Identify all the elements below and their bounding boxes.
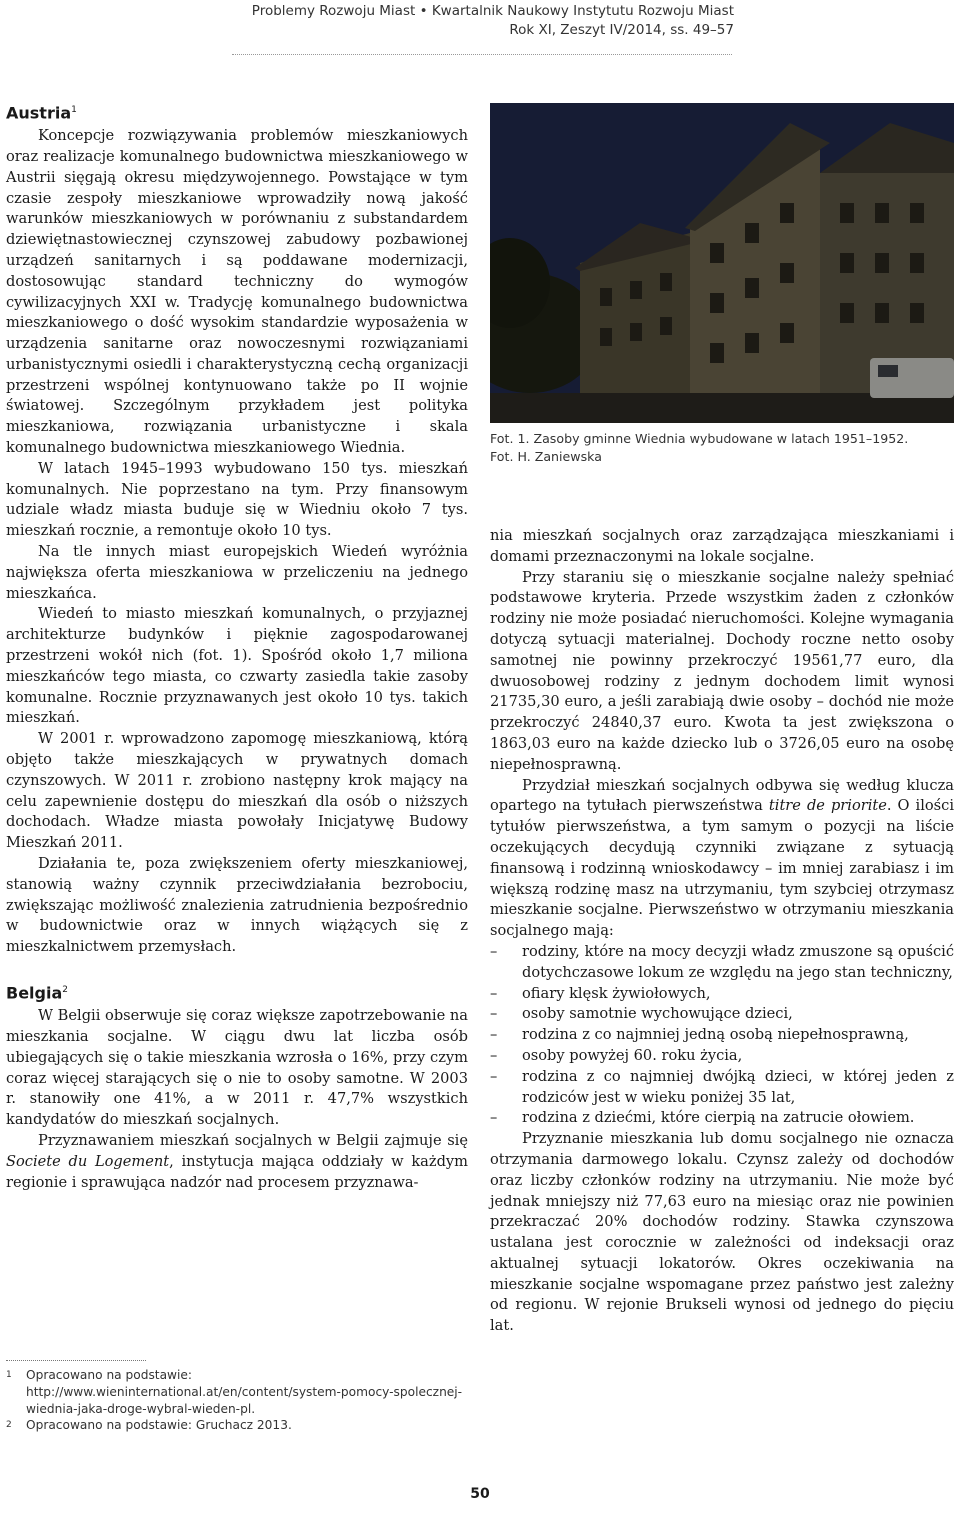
footnote-ref-2: 2: [62, 985, 68, 995]
list-item: – ofiary klęsk żywiołowych,: [490, 984, 954, 1005]
austria-paragraph-6: Działania te, poza zwiększeniem oferty mieszkaniowej, stanowią ważny czynnik przeciwdziałania bezrobociu, zwiększając możliwość znalezienia zatrudnienia bezpośrednio w budownictwie oraz w innych wiążących się z mieszkalnictwem przemysłach.: [6, 855, 468, 956]
page-number: 50: [470, 1486, 490, 1502]
list-item: – osoby powyżej 60. roku życia,: [490, 1046, 954, 1067]
criteria-paragraph: Przy staraniu się o mieszkanie socjalne należy spełniać podstawowe kryteria. Przede wszystkim żaden z członków rodziny nie może posiadać nieruchomości. Kolejne wymagania dotyczą sytuacji materialnej. Dochody roczne netto osoby samotnej nie powinny przekroczyć 19561,77 euro, dla dwuosobowej rodziny z jednym dochodem limit wynosi 21735,30 euro, a jeśli zarabiają dwie osoby – dochód nie może przekroczyć 24840,37 euro. Kwota ta jest zwiększona o 1863,03 euro na każde dziecko lub o 3726,05 euro na osobę niepełnosprawną.: [490, 568, 954, 773]
austria-paragraph-4: Wiedeń to miasto mieszkań komunalnych, o przyjaznej architekturze budynków i pięknie zagospodarowanej przestrzeni wokół nich (fot. 1). Spośród około 1,7 miliona mieszkańców tego miasta, co czwarty zasiedla takie zasoby komunalne. Rocznie przyznawanych jest około 10 tys. takich mieszkań.: [6, 605, 468, 727]
allocation-paragraph: Przydział mieszkań socjalnych odbywa się według klucza opartego na tytułach pierwszeństwa titre de priorite. O ilości tytułów pierwszeństwa, a tym samym o pozycji na liście oczekujących decydują czynniki związane z sytuacją finansową i rodzinną wnioskodawcy – im mniej zarabiasz i im większą rodzinę masz na utrzymaniu, tym szybciej otrzymasz mieszkanie socjalne. Pierwszeństwo w otrzymaniu mieszkania socjalnego mają:: [490, 776, 954, 940]
caption-title: Fot. 1. Zasoby gminne Wiednia wybudowane w latach 1951–1952.: [490, 431, 909, 446]
footnote-ref-1: 1: [71, 105, 77, 115]
header-divider: [232, 54, 732, 55]
photo-caption: [490, 430, 960, 466]
section-heading-belgia: Belgia$^2$: [6, 983, 68, 1003]
belgia-paragraph-2: Przyznawaniem mieszkań socjalnych w Belgii zajmuje się Societe du Logement, instytucja mająca oddziały w każdym regionie i sprawująca nadzór nad procesem przyznawa-: [6, 1131, 468, 1191]
photo-vienna-housing: [490, 103, 954, 423]
caption-credit: Fot. H. Zaniewska: [490, 449, 602, 464]
austria-paragraph-5: W 2001 r. wprowadzono zapomogę mieszkaniową, którą objęto także mieszkających w prywatnych domach czynszowych. W 2011 r. zrobiono następny krok mający na celu zapewnienie dostępu do mieszkań dla osób o niższych dochodach. Władze miasta powołały Inicjatywę Budowy Mieszkań 2011.: [6, 730, 468, 852]
journal-issue: Rok XI, Zeszyt IV/2014, ss. 49–57: [509, 22, 734, 38]
footnote-divider: [6, 1360, 146, 1361]
rent-paragraph: Przyznanie mieszkania lub domu socjalnego nie oznacza otrzymania darmowego lokalu. Czynsz zależy od dochodów oraz liczby członków rodziny na utrzymaniu. Nie może być jednak mniejszy niż 77,63 euro na miesiąc oraz nie powinien przekraczać 20% dochodów rodziny. Stawka czynszowa ustalana jest corocznie w zależności od indeksacji oraz aktualnej sytuacji lokatorów. Okres oczekiwania na mieszkanie socjalne wspomagane przez państwo jest zależny od regionu. W rejonie Brukseli wynosi od jednego do pięciu lat.: [490, 1130, 954, 1335]
list-item: – rodzina z co najmniej jedną osobą niepełnosprawną,: [490, 1025, 954, 1046]
left-column: [6, 100, 468, 1193]
austria-paragraph-2: W latach 1945–1993 wybudowano 150 tys. mieszkań komunalnych. Nie poprzestano na tym. Przy finansowym udziale władz miasta buduje się w Wiedniu około 7 tys. mieszkań rocznie, a remontuje około 10 tys.: [6, 459, 468, 540]
footnote-2: 2 Opracowano na podstawie: Gruchacz 2013.: [6, 1418, 292, 1433]
austria-paragraph-1: Koncepcje rozwiązywania problemów mieszkaniowych oraz realizacje komunalnego budownictwa mieszkaniowego w Austrii sięgają okresu międzywojennego. Powstające w tym czasie zespoły mieszkaniowe wprowadziły nową jakość warunków mieszkaniowych w porównaniu z substandardem dziewiętnastowiecznej czynszowej zabudowy pozbawionej urządzeń sanitarnych i są poddawane modernizacji, dostosowując standard techniczny do wymogów cywilizacyjnych XXI w. Tradycję komunalnego budownictwa mieszkaniowego o dość wysokim standardzie wyposażenia w urządzenia sanitarne oraz nowoczesnymi rozwiązaniami urbanistycznymi osiedli i charakterystyczną cechą organizacji przestrzeni wspólnej kontynuowano także po II wojnie światowej. Szczególnym przykładem jest polityka mieszkaniowa, rozwiązania urbanistyczne i skala komunalnego budownictwa mieszkaniowego Wiednia.: [6, 127, 468, 457]
right-column: [490, 526, 954, 1337]
footnote-1: 1 Opracowano na podstawie: http://www.wieninternational.at/en/content/system-pomocy-spolecznej-wiednia-jaka-droge-wybral-wieden-pl.: [6, 1368, 463, 1416]
austria-paragraph-3: Na tle innych miast europejskich Wiedeń wyróżnia największa oferta mieszkaniowa w przeliczeniu na jednego mieszkańca.: [6, 543, 468, 602]
footnotes: [6, 1367, 468, 1434]
journal-header: [252, 2, 734, 40]
journal-title: Problemy Rozwoju Miast • Kwartalnik Naukowy Instytutu Rozwoju Miast: [251, 3, 734, 19]
list-item: – rodzina z dziećmi, które cierpią na zatrucie ołowiem.: [490, 1108, 954, 1129]
belgia-paragraph-continued: nia mieszkań socjalnych oraz zarządzająca mieszkaniami i domami przeznaczonymi na lokale socjalne.: [490, 527, 954, 565]
section-heading-austria: Austria$^1$: [6, 103, 77, 123]
list-item: – osoby samotnie wychowujące dzieci,: [490, 1004, 954, 1025]
priority-list: [490, 942, 954, 1129]
belgia-paragraph-1: W Belgii obserwuje się coraz większe zapotrzebowanie na mieszkania socjalne. W ciągu dwu lat liczba osób ubiegających się o takie mieszkania wzrosła o 16%, przy czym coraz więcej starających się o nie to osoby samotne. W 2003 r. stanowiły one 41%, a w 2011 r. 47,7% wszystkich kandydatów do mieszkań socjalnych.: [6, 1007, 468, 1129]
list-item: – rodzina z co najmniej dwójką dzieci, w której jeden z rodziców jest w wieku poniżej 35 lat,: [490, 1067, 954, 1109]
list-item: – rodziny, które na mocy decyzji władz zmuszone są opuścić dotychczasowe lokum ze względu na jego stan techniczny,: [490, 942, 954, 984]
